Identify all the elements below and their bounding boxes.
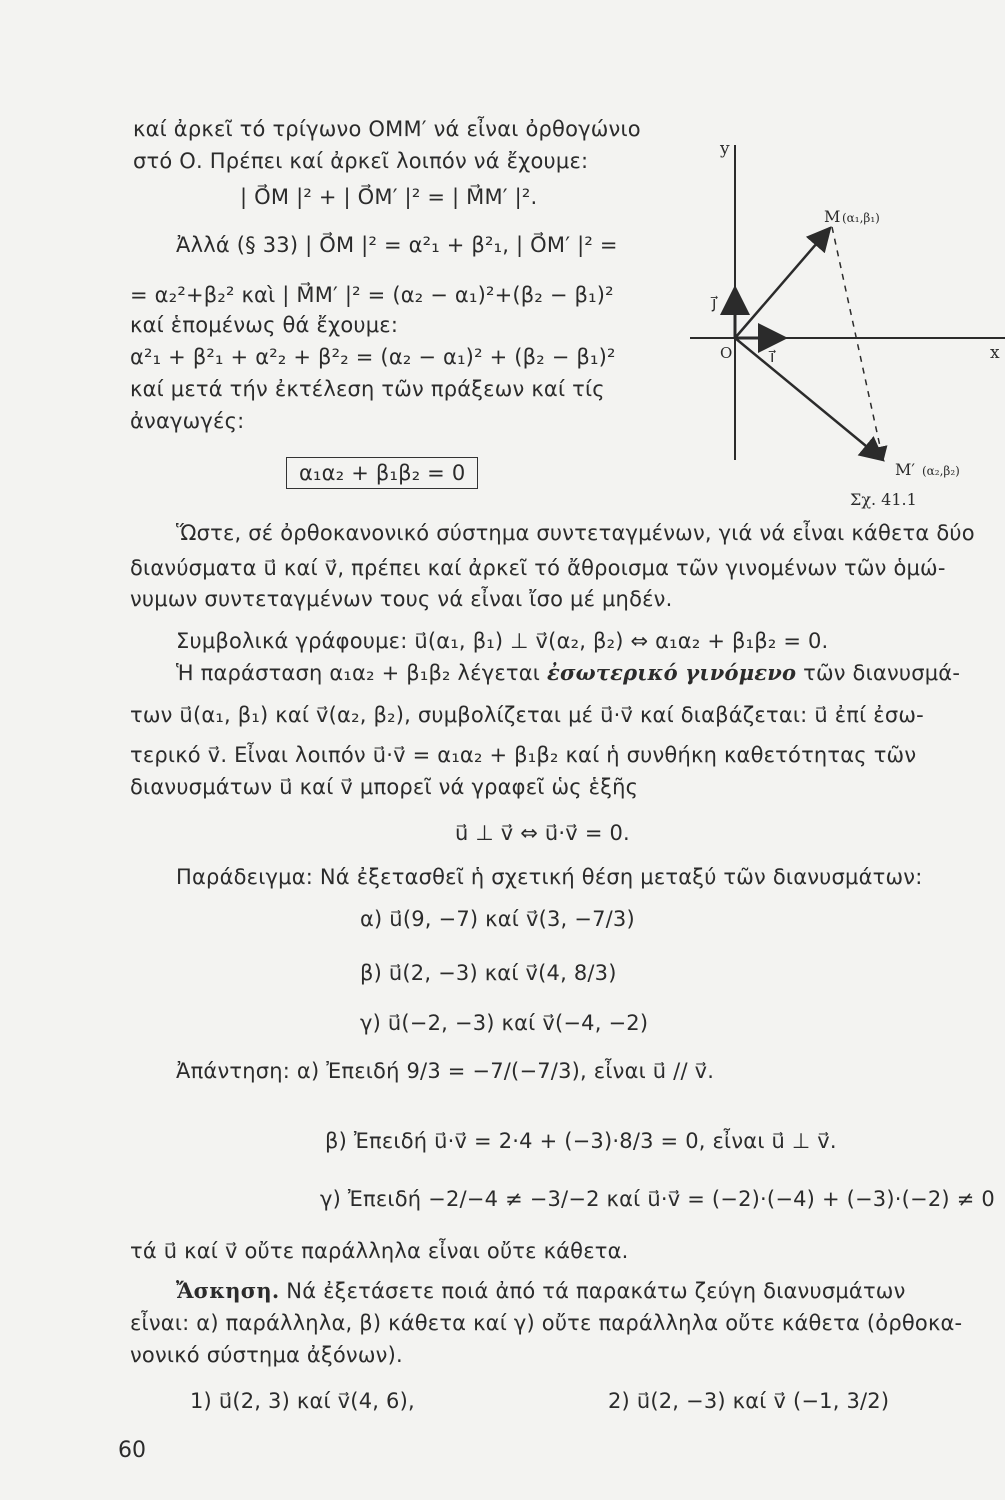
text-line: καί ἀρκεῖ τό τρίγωνο ΟΜΜ′ νά εἶναι ὀρθογώνιο <box>133 117 641 141</box>
text-line <box>176 660 960 686</box>
unit-i-label: i⃗ <box>770 347 775 366</box>
example-a: α) u⃗(9, −7) καί v⃗(3, −7/3) <box>360 907 635 931</box>
exercise-line <box>176 1278 906 1304</box>
point-m-prime-coords: (α₂,β₂) <box>922 464 960 478</box>
exercise-pair-1: 1) u⃗(2, 3) καί v⃗(4, 6), <box>190 1389 415 1413</box>
text-line: διανυσμάτων u⃗ καί v⃗ μπορεῖ νά γραφεῖ ὡς ἑξῆς <box>130 775 639 799</box>
text-line: ἀναγωγές: <box>130 409 245 433</box>
text-line: διανύσματα u⃗ καί v⃗, πρέπει καί ἀρκεῖ τό ἄθροισμα τῶν γινομένων τῶν ὁμώ- <box>130 556 946 580</box>
example-c: γ) u⃗(−2, −3) καί v⃗(−4, −2) <box>360 1011 649 1035</box>
page-number: 60 <box>118 1438 146 1463</box>
text-line: τά u⃗ καί v⃗ οὔτε παράλληλα εἶναι οὔτε κάθετα. <box>130 1239 629 1263</box>
equation-line: α²₁ + β²₁ + α²₂ + β²₂ = (α₂ − α₁)² + (β₂ − β₁)² <box>130 345 616 369</box>
point-m-label: M <box>824 207 841 226</box>
equation-pythagoras: | O⃗M |² + | O⃗M′ |² = | M⃗M′ |². <box>240 185 538 209</box>
axis-y-label: y <box>720 139 730 159</box>
axis-x-label: x <box>990 343 1000 363</box>
text-line: νυμων συντεταγμένων τους νά εἶναι ἴσο μέ μηδέν. <box>130 587 673 611</box>
text-span: τῶν διανυσμά- <box>796 661 961 685</box>
exercise-heading: Ἄσκηση. <box>176 1278 280 1303</box>
text-line: εἶναι: α) παράλληλα, β) κάθετα καί γ) οὔτε παράλληλα οὔτε κάθετα (ὀρθοκα- <box>130 1311 963 1335</box>
exercise-pair-2: 2) u⃗(2, −3) καί v⃗ (−1, 3/2) <box>608 1389 890 1413</box>
point-m-prime-label: M′ <box>895 460 916 479</box>
text-line: Ἀλλά (§ 33) | O⃗M |² = α²₁ + β²₁, | O⃗M′ |² = <box>176 233 618 257</box>
coordinate-figure <box>690 130 1005 510</box>
text-line: νονικό σύστημα ἀξόνων). <box>130 1343 403 1367</box>
example-b: β) u⃗(2, −3) καί v⃗(4, 8/3) <box>360 961 617 985</box>
text-span: Ἡ παράσταση α₁α₂ + β₁β₂ λέγεται <box>176 661 547 685</box>
text-line: Ὥστε, σέ ὀρθοκανονικό σύστημα συντεταγμένων, γιά νά εἶναι κάθετα δύο <box>176 521 975 545</box>
text-line: των u⃗(α₁, β₁) καί v⃗(α₂, β₂), συμβολίζεται μέ u⃗·v⃗ καί διαβάζεται: u⃗ ἐπί ἐσω- <box>130 703 924 727</box>
text-span: Νά ἐξετάσετε ποιά ἀπό τά παρακάτω ζεύγη διανυσμάτων <box>279 1279 906 1303</box>
boxed-condition: α₁α₂ + β₁β₂ = 0 <box>286 457 478 489</box>
answer-b: β) Ἐπειδή u⃗·v⃗ = 2·4 + (−3)·8/3 = 0, εἶναι u⃗ ⊥ v⃗. <box>325 1129 837 1153</box>
text-line: Συμβολικά γράφουμε: u⃗(α₁, β₁) ⊥ v⃗(α₂, β₂) ⇔ α₁α₂ + β₁β₂ = 0. <box>176 629 829 653</box>
figure-caption: Σχ. 41.1 <box>850 490 917 509</box>
origin-label: O <box>720 344 733 362</box>
term-inner-product: ἐσωτερικό γινόμενο <box>546 660 797 685</box>
answer-a: Ἀπάντηση: α) Ἐπειδή 9/3 = −7/(−7/3), εἶναι u⃗ // v⃗. <box>176 1059 715 1083</box>
text-line: καί ἑπομένως θά ἔχουμε: <box>130 313 399 337</box>
answer-c: γ) Ἐπειδή −2/−4 ≠ −3/−2 καί u⃗·v⃗ = (−2)·(−4) + (−3)·(−2) ≠ 0 <box>320 1187 995 1211</box>
text-line: στό Ο. Πρέπει καί ἀρκεῖ λοιπόν νά ἔχουμε: <box>133 149 589 173</box>
equation-perpendicular: u⃗ ⊥ v⃗ ⇔ u⃗·v⃗ = 0. <box>455 821 630 845</box>
equation-line: = α₂²+β₂² καὶ | M⃗M′ |² = (α₂ − α₁)²+(β₂ − β₁)² <box>130 283 614 307</box>
text-line: καί μετά τήν ἐκτέλεση τῶν πράξεων καί τίς <box>130 377 605 401</box>
unit-j-label: j⃗ <box>712 293 717 312</box>
point-m-coords: (α₁,β₁) <box>842 211 880 225</box>
vector-om <box>735 228 830 338</box>
text-line: τερικό v⃗. Εἶναι λοιπόν u⃗·v⃗ = α₁α₂ + β₁β₂ καί ἡ συνθήκη καθετότητας τῶν <box>130 743 917 767</box>
text-line: Παράδειγμα: Νά ἐξετασθεῖ ἡ σχετική θέση μεταξύ τῶν διανυσμάτων: <box>176 865 923 889</box>
